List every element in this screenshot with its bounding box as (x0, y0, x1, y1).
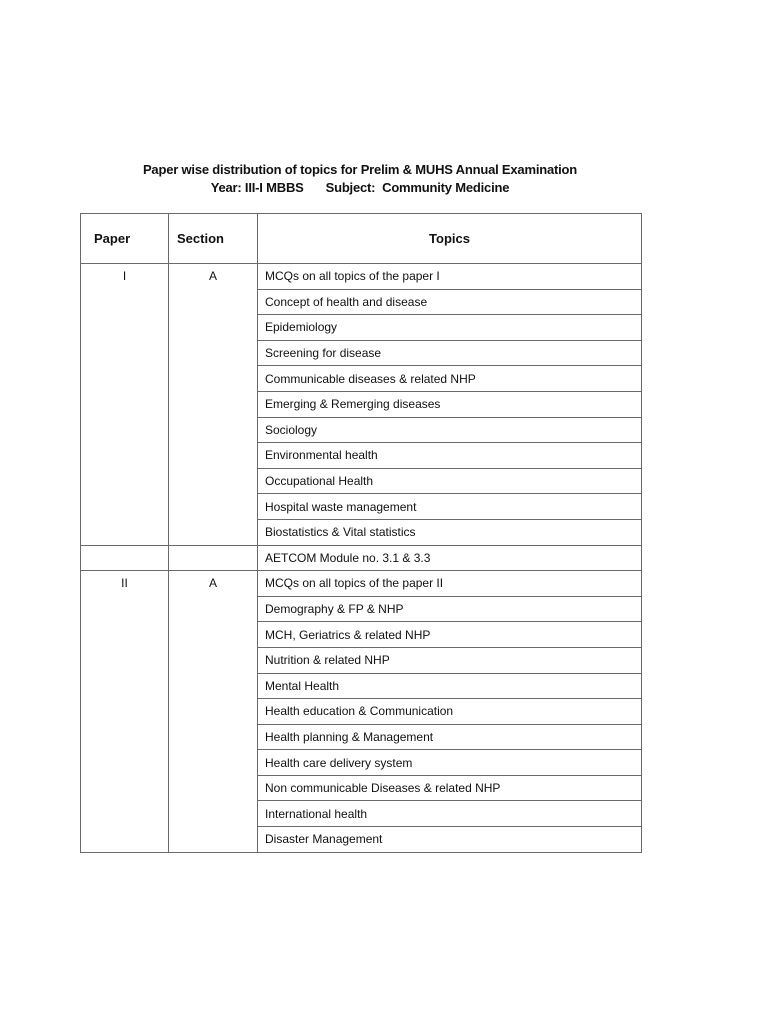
table-row (81, 264, 642, 290)
topic-cell: Communicable diseases & related NHP (258, 366, 642, 392)
year-label: Year: III-I MBBS (210, 180, 304, 195)
paper-cell: I (81, 264, 169, 546)
topic-cell: Occupational Health (258, 468, 642, 494)
table-row (81, 545, 642, 571)
topic-cell: Environmental health (258, 443, 642, 469)
topic-cell: Non communicable Diseases & related NHP (258, 775, 642, 801)
header-topics: Topics (258, 214, 642, 264)
topic-cell: Health care delivery system (258, 750, 642, 776)
paper-cell (81, 545, 169, 571)
subject-label: Subject: (325, 180, 376, 195)
topic-cell: Demography & FP & NHP (258, 596, 642, 622)
topic-cell: International health (258, 801, 642, 827)
document-subtitle (0, 180, 720, 195)
topic-cell: MCH, Geriatrics & related NHP (258, 622, 642, 648)
topic-cell: Concept of health and disease (258, 289, 642, 315)
topic-cell: MCQs on all topics of the paper II (258, 571, 642, 597)
topic-cell: Health education & Communication (258, 699, 642, 725)
topics-table (80, 213, 642, 853)
topic-cell: Sociology (258, 417, 642, 443)
table-header-row (81, 214, 642, 264)
topic-cell: MCQs on all topics of the paper I (258, 264, 642, 290)
topic-cell: Disaster Management (258, 827, 642, 853)
table-row (81, 571, 642, 597)
topic-cell: Nutrition & related NHP (258, 647, 642, 673)
section-cell (169, 545, 258, 571)
document-title: Paper wise distribution of topics for Prelim & MUHS Annual Examination (142, 162, 578, 177)
topic-cell: Mental Health (258, 673, 642, 699)
section-cell: A (169, 571, 258, 853)
topic-cell: Hospital waste management (258, 494, 642, 520)
topic-cell: Epidemiology (258, 315, 642, 341)
topic-cell: Emerging & Remerging diseases (258, 391, 642, 417)
header-section: Section (169, 214, 258, 264)
section-cell: A (169, 264, 258, 546)
topic-cell: AETCOM Module no. 3.1 & 3.3 (258, 545, 642, 571)
topic-cell: Health planning & Management (258, 724, 642, 750)
header-paper: Paper (81, 214, 169, 264)
paper-cell: II (81, 571, 169, 853)
subject-value: Community Medicine (382, 180, 510, 195)
topic-cell: Biostatistics & Vital statistics (258, 519, 642, 545)
topic-cell: Screening for disease (258, 340, 642, 366)
